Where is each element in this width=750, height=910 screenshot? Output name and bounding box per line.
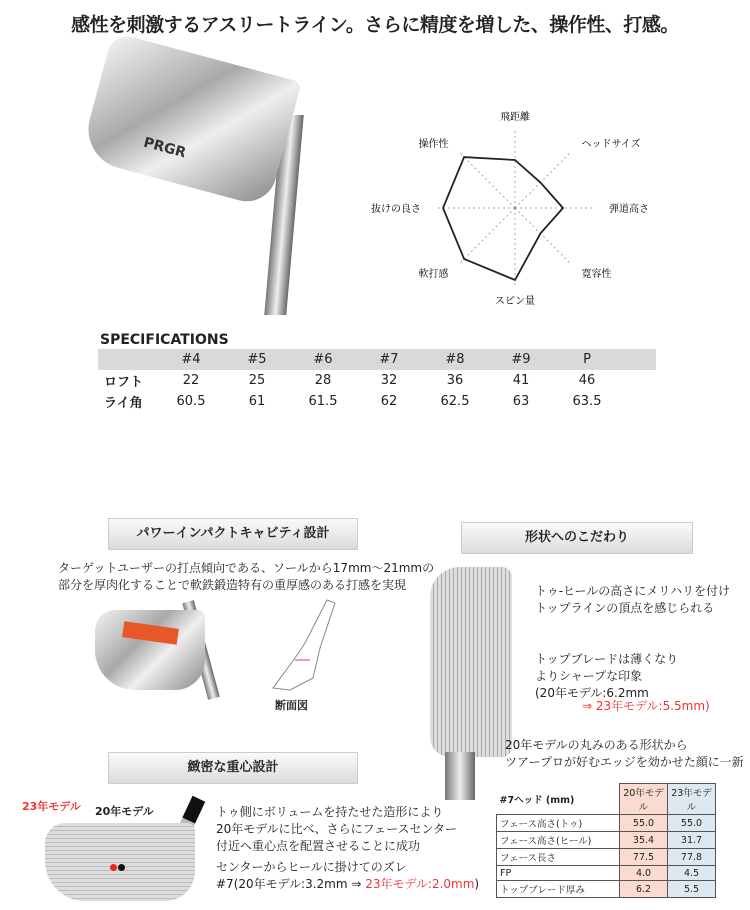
cell: 4.0: [620, 866, 668, 881]
face-club-image: [425, 567, 515, 801]
cell: 55.0: [620, 815, 668, 832]
cell: 77.5: [620, 849, 668, 866]
shape-text-2: トップラインの頂点を感じられる: [535, 601, 715, 615]
shift-suffix: ): [474, 877, 480, 891]
cell: FP: [497, 866, 620, 881]
row-label: ライ角: [104, 396, 143, 411]
cell: 61.5: [308, 394, 338, 409]
radar-axis-label: 抜けの良さ: [371, 204, 421, 215]
radar-axis: [515, 151, 572, 208]
cross-section-label: 断面図: [275, 699, 308, 712]
col: #8: [445, 352, 465, 367]
cell: フェース高さ(トゥ): [497, 815, 620, 832]
cell: トップブレード厚み: [497, 881, 620, 898]
cavity-banner: パワーインパクトキャビティ設計: [108, 518, 358, 550]
shape-text-4: よりシャープな印象: [535, 669, 643, 683]
cg-line-1: トゥ側にボリュームを持たせた造形により: [216, 805, 444, 819]
col: #9: [511, 352, 531, 367]
page-title: 感性を刺激するアスリートライン。さらに精度を増した、操作性、打感。: [71, 14, 679, 36]
cg-shift-label: センターからヒールに掛けてのズレ: [216, 860, 407, 874]
cell: 5.5: [668, 881, 716, 898]
cross-section-diagram: [265, 598, 355, 698]
radar-axis-label: 寛容性: [581, 269, 612, 281]
radar-chart: [350, 100, 670, 310]
shift-old: #7(20年モデル:3.2mm ⇒: [216, 877, 366, 891]
radar-axis-label: 軟打感: [418, 269, 449, 281]
cell: フェース高さ(ヒール): [497, 832, 620, 849]
cell: 60.5: [176, 394, 206, 409]
cell: 55.0: [668, 815, 716, 832]
col: #5: [247, 352, 267, 367]
col: #4: [181, 352, 201, 367]
specs-row-loft: [98, 370, 656, 391]
head-spec-table: [496, 783, 716, 898]
shape-text-5: (20年モデル:6.2mm: [535, 686, 649, 700]
cell: フェース長さ: [497, 849, 620, 866]
row-label: ロフト: [104, 375, 144, 390]
header-cell: 20年モデル: [620, 784, 668, 815]
cell: 6.2: [620, 881, 668, 898]
cell: 4.5: [668, 866, 716, 881]
specs-header-row: [98, 349, 656, 370]
cell: 62.5: [440, 394, 470, 409]
cg-shift-values: [216, 876, 479, 893]
radar-axis-label: 飛距離: [500, 112, 530, 123]
radar-axis-label: ヘッドサイズ: [581, 138, 641, 150]
cell: 63: [512, 394, 530, 409]
header-cell: #7ヘッド (mm): [497, 784, 620, 815]
cell: 32: [380, 373, 398, 388]
cell: 46: [578, 373, 596, 388]
table-row: [497, 866, 716, 881]
specs-row-lie: [98, 391, 656, 412]
cg-banner: 緻密な重心設計: [108, 752, 358, 784]
col: P: [583, 352, 591, 367]
shape-text-1: トゥ-ヒールの高さにメリハリを付け: [535, 584, 730, 598]
label-23-model: 23年モデル: [22, 800, 81, 813]
cell: 36: [446, 373, 464, 388]
cell: 28: [314, 373, 332, 388]
radar-axis-label: 操作性: [418, 138, 449, 150]
cell: 31.7: [668, 832, 716, 849]
cavity-club-image: [95, 600, 235, 710]
cell: 63.5: [572, 394, 602, 409]
col: #6: [313, 352, 333, 367]
table-row: [497, 881, 716, 898]
header-cell: 23年モデル: [668, 784, 716, 815]
label-20-model: 20年モデル: [95, 805, 154, 818]
cg-line-2: 20年モデルに比べ、さらにフェースセンター: [216, 822, 457, 836]
cavity-text-1: ターゲットユーザーの打点傾向である、ソールから17mm～21mmの: [58, 561, 435, 575]
shape-banner: 形状へのこだわり: [461, 522, 693, 554]
shape-text-6: ⇒ 23年モデル:5.5mm): [582, 699, 710, 713]
table-row: [497, 815, 716, 832]
shape-text-7: 20年モデルの丸みのある形状から: [505, 738, 688, 752]
cell: 41: [512, 373, 530, 388]
specs-heading: SPECIFICATIONS: [100, 332, 229, 348]
cell: 61: [248, 394, 266, 409]
iron-club-image: [88, 45, 318, 315]
radar-axis: [458, 208, 515, 265]
cavity-text-2: 部分を厚肉化することで軟鉄鍛造特有の重厚感のある打感を実現: [58, 578, 407, 592]
shape-text-8: ツアープロが好むエッジを効かせた顔に一新: [505, 755, 744, 769]
shape-text-3: トップブレードは薄くなり: [535, 652, 679, 666]
shift-new: 23年モデル:2.0mm: [365, 877, 475, 891]
cell: 77.8: [668, 849, 716, 866]
radar-axis: [515, 208, 572, 265]
table-row: [497, 849, 716, 866]
cg-line-3: 付近へ重心点を配置させることに成功: [216, 839, 421, 853]
radar-axis-label: スピン量: [495, 296, 535, 307]
cell: 22: [182, 373, 200, 388]
col: #7: [379, 352, 399, 367]
cell: 25: [248, 373, 266, 388]
radar-axis-label: 弾道高さ: [609, 204, 649, 215]
table-header: [497, 784, 716, 815]
logo: PRGR: [141, 134, 188, 162]
cell: 62: [380, 394, 398, 409]
cell: 35.4: [620, 832, 668, 849]
table-row: [497, 832, 716, 849]
